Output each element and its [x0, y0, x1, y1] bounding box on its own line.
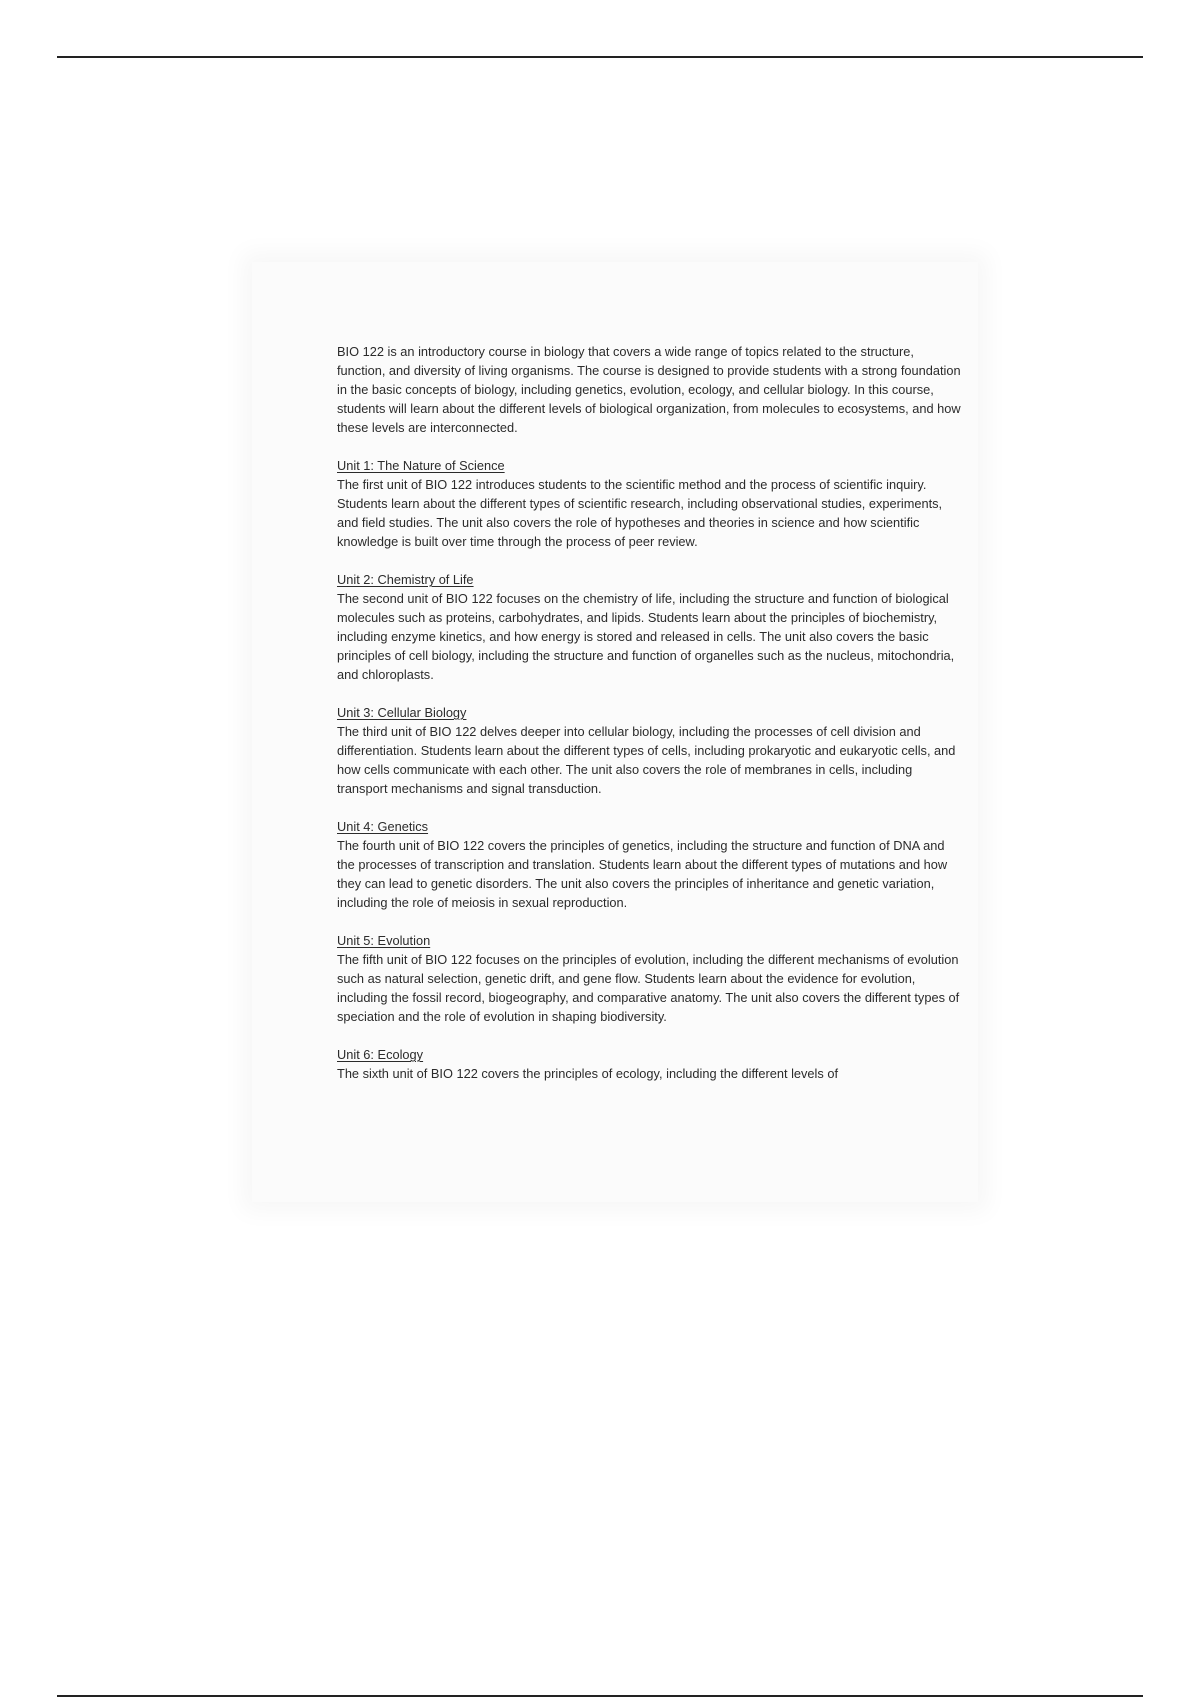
unit-section-3	[337, 703, 962, 798]
unit-body: The sixth unit of BIO 122 covers the principles of ecology, including the different levels of	[337, 1066, 839, 1081]
unit-section-6	[337, 1045, 962, 1083]
unit-section-4	[337, 817, 962, 912]
unit-title: Unit 2: Chemistry of Life	[337, 572, 474, 587]
unit-body: The third unit of BIO 122 delves deeper into cellular biology, including the processes of cell division and differentiation. Students learn about the different types of cells, including prokaryotic and eukaryotic cells, and how cells communicate with each other. The unit also covers the role of membranes in cells, including transport mechanisms and signal transduction.	[337, 724, 956, 796]
intro-paragraph: BIO 122 is an introductory course in biology that covers a wide range of topics related to the structure, function, and diversity of living organisms. The course is designed to provide students with a strong foundation in the basic concepts of biology, including genetics, evolution, ecology, and cellular biology. In this course, students will learn about the different levels of biological organization, from molecules to ecosystems, and how these levels are interconnected.	[337, 344, 961, 435]
unit-section-5	[337, 931, 962, 1026]
top-divider	[57, 56, 1143, 58]
unit-title: Unit 5: Evolution	[337, 933, 431, 948]
unit-body: The second unit of BIO 122 focuses on the chemistry of life, including the structure and function of biological molecules such as proteins, carbohydrates, and lipids. Students learn about the principles of biochemistry, including enzyme kinetics, and how energy is stored and released in cells. The unit also covers the basic principles of cell biology, including the structure and function of organelles such as the nucleus, mitochondria, and chloroplasts.	[337, 591, 955, 682]
unit-title: Unit 6: Ecology	[337, 1047, 424, 1062]
unit-title: Unit 1: The Nature of Science	[337, 458, 505, 473]
unit-section-2	[337, 570, 962, 684]
unit-body: The first unit of BIO 122 introduces students to the scientific method and the process of scientific inquiry. Students learn about the different types of scientific research, including observational studies, experiments, and field studies. The unit also covers the role of hypotheses and theories in science and how scientific knowledge is built over time through the process of peer review.	[337, 477, 943, 549]
document-text	[337, 342, 962, 1083]
bottom-divider	[57, 1695, 1143, 1697]
unit-section-1	[337, 456, 962, 551]
unit-body: The fifth unit of BIO 122 focuses on the principles of evolution, including the different mechanisms of evolution such as natural selection, genetic drift, and gene flow. Students learn about the evidence for evolution, including the fossil record, biogeography, and comparative anatomy. The unit also covers the different types of speciation and the role of evolution in shaping biodiversity.	[337, 952, 960, 1024]
unit-title: Unit 3: Cellular Biology	[337, 705, 467, 720]
unit-title: Unit 4: Genetics	[337, 819, 429, 834]
unit-body: The fourth unit of BIO 122 covers the principles of genetics, including the structure and function of DNA and the processes of transcription and translation. Students learn about the different types of mutations and how they can lead to genetic disorders. The unit also covers the principles of inheritance and genetic variation, including the role of meiosis in sexual reproduction.	[337, 838, 948, 910]
